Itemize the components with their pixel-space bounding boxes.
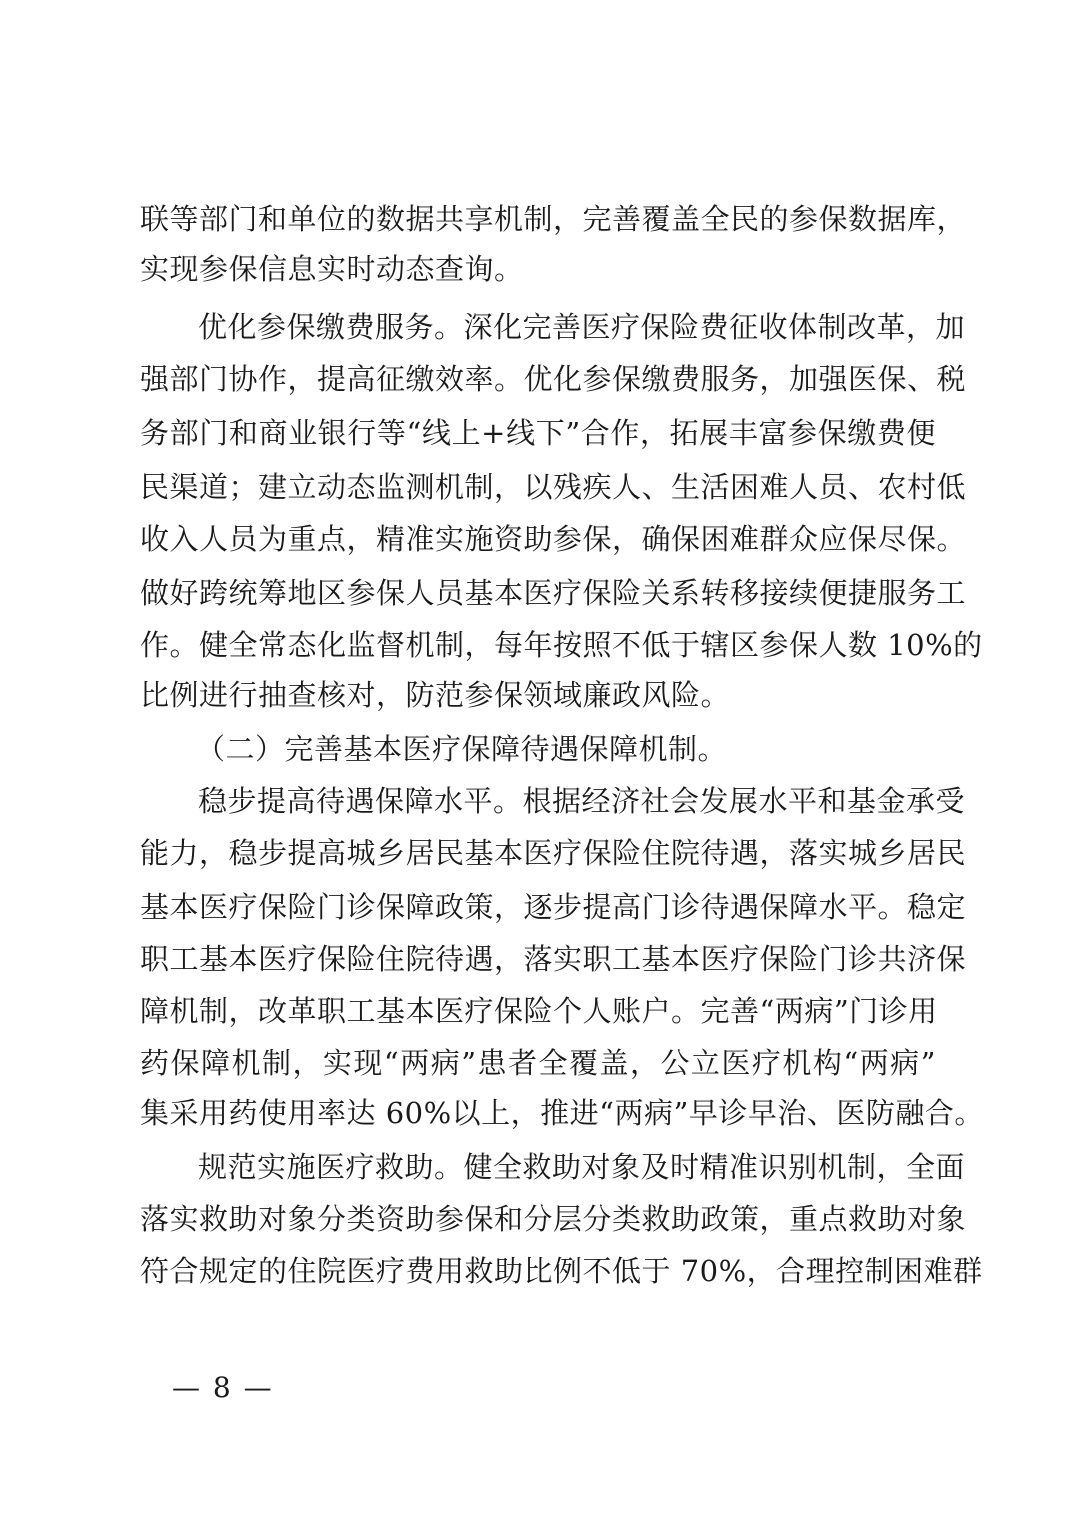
- paragraph-line: 优化参保缴费服务。深化完善医疗保险费征收体制改革，加: [198, 310, 966, 344]
- paragraph-line: 收入人员为重点，精准实施资助参保，确保困难群众应保尽保。: [140, 522, 967, 556]
- paragraph-line: 落实救助对象分类资助参保和分层分类救助政策，重点救助对象: [140, 1202, 967, 1236]
- page-number: — 8 —: [172, 1371, 274, 1404]
- paragraph-line: 职工基本医疗保险住院待遇，落实职工基本医疗保险门诊共济保: [140, 942, 967, 976]
- paragraph-line: 基本医疗保险门诊保障政策，逐步提高门诊待遇保障水平。稳定: [140, 890, 967, 924]
- paragraph-line: 规范实施医疗救助。健全救助对象及时精准识别机制，全面: [198, 1150, 966, 1184]
- paragraph-line: 务部门和商业银行等“线上+线下”合作，拓展丰富参保缴费便: [140, 416, 936, 450]
- section-heading: （二）完善基本医疗保障待遇保障机制。: [196, 732, 728, 766]
- paragraph-line: 比例进行抽查核对，防范参保领域廉政风险。: [140, 678, 731, 712]
- paragraph-line: 稳步提高待遇保障水平。根据经济社会发展水平和基金承受: [198, 784, 966, 818]
- paragraph-line: 集采用药使用率达 60%以上，推进“两病”早诊早治、医防融合。: [140, 1096, 984, 1130]
- paragraph-line: 能力，稳步提高城乡居民基本医疗保险住院待遇，落实城乡居民: [140, 836, 967, 870]
- paragraph-line: 联等部门和单位的数据共享机制，完善覆盖全民的参保数据库，: [140, 202, 967, 236]
- paragraph-line: 符合规定的住院医疗费用救助比例不低于 70%，合理控制困难群: [140, 1254, 983, 1288]
- paragraph-line: 民渠道；建立动态监测机制，以残疾人、生活困难人员、农村低: [140, 470, 967, 504]
- paragraph-line: 强部门协作，提高征缴效率。优化参保缴费服务，加强医保、税: [140, 362, 967, 396]
- paragraph-line: 药保障机制，实现“两病”患者全覆盖，公立医疗机构“两病”: [140, 1046, 936, 1080]
- paragraph-line: 实现参保信息实时动态查询。: [140, 252, 524, 286]
- paragraph-line: 障机制，改革职工基本医疗保险个人账户。完善“两病”门诊用: [140, 994, 938, 1028]
- paragraph-line: 作。健全常态化监督机制，每年按照不低于辖区参保人数 10%的: [140, 628, 983, 662]
- paragraph-line: 做好跨统筹地区参保人员基本医疗保险关系转移接续便捷服务工: [140, 576, 967, 610]
